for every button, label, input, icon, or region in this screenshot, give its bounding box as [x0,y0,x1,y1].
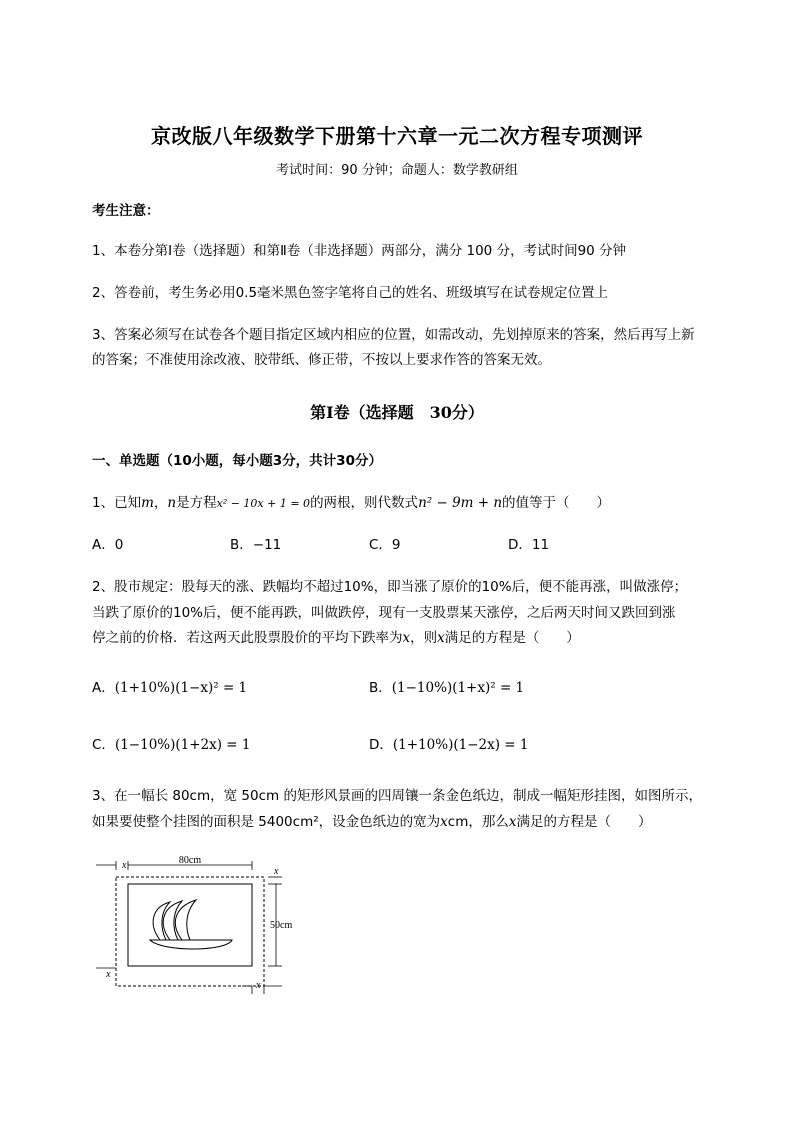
q1-prefix: 1、已知 [92,495,142,511]
q2-line-2: 当跌了原价的10%后，便不能再跌，叫做跌停，现有一支股票某天涨停，之后两天时间又跌回到涨 [92,605,676,621]
q2-option-c-label: C． [92,737,115,753]
q2-option-a[interactable] [92,676,247,700]
q2-option-a-formula: (1+10%)(1−x)² = 1 [114,680,248,696]
label-x-top-left: x [122,860,127,871]
q2-line-3-end: 满足的方程是（ ） [444,630,580,646]
q2-line-1: 2、股市规定：股每天的涨、跌幅均不超过10%，即当涨了原价的10%后，便不能再涨，叫做涨停； [92,579,688,595]
q2-option-b-formula: (1−10%)(1+x)² = 1 [391,680,525,696]
q3-var-x-2: x [508,814,517,830]
notice-item-3: 3、答案必须写在试卷各个题目指定区域内相应的位置，如需改动，先划掉原来的答案，然后再写上新 [92,327,695,343]
notice-heading: 考生注意： [92,203,160,219]
inner-picture [128,884,252,966]
label-width: 80cm [178,855,202,866]
q1-mid2: 的两根，则代数式 [310,495,419,511]
label-x-right: x [274,866,279,877]
q3-line-1: 3、在一幅长 80cm，宽 50cm 的矩形风景画的四周镶一条金色纸边，制成一幅矩形挂图，如图所示， [92,788,702,804]
exam-info: 考试时间：90 分钟；命题人：数学教研组 [276,163,518,178]
q2-option-b[interactable] [369,676,524,700]
q2-option-d-label: D． [369,737,393,753]
q2-option-c-formula: (1−10%)(1+2x) = 1 [114,737,251,753]
q1-equation: x² − 10x + 1 = 0 [216,497,311,510]
q1-expression: n² − 9m + n [418,495,503,511]
question-1 [92,491,610,516]
q1-option-d[interactable]: D．11 [508,537,550,553]
q1-var-m: m [141,495,154,511]
q3-line-2-c: 满足的方程是（ ） [516,814,652,830]
label-x-bottom-left: x [106,969,111,980]
notice-item-1: 1、本卷分第Ⅰ卷（选择题）和第Ⅱ卷（非选择题）两部分，满分 100 分，考试时间90 分钟 [92,243,627,259]
q2-option-a-label: A． [92,680,115,696]
q2-line-3 [92,626,580,650]
q3-line-2-b: cm，那么 [447,814,509,830]
q2-option-b-label: B． [369,680,392,696]
q2-line-3-text: 停之前的价格．若这两天此股票股价的平均下跌率为 [92,630,403,646]
part-heading: 一、单选题（10小题，每小题3分，共计30分） [92,453,382,469]
page-title: 京改版八年级数学下册第十六章一元二次方程专项测评 [151,124,643,148]
section-title: 第Ⅰ卷（选择题 30分） [310,403,484,422]
q3-line-2-a: 如果要使整个挂图的面积是 5400cm²，设金色纸边的宽为 [92,814,441,830]
q3-line-2 [92,810,651,834]
q2-option-c[interactable] [92,733,251,757]
q2-option-d-formula: (1+10%)(1−2x) = 1 [392,737,529,753]
outer-frame [116,877,264,986]
q1-var-n: n [167,495,177,511]
frame-diagram [92,852,312,994]
q2-var-x: x [402,630,411,646]
notice-item-3-cont: 的答案；不准使用涂改液、胶带纸、修正带，不按以上要求作答的答案无效。 [92,352,551,368]
q1-comma: ， [153,495,168,511]
q1-mid: 是方程 [176,495,217,511]
notice-item-2: 2、答卷前，考生务必用0.5毫米黑色签字笔将自己的姓名、班级填写在试卷规定位置上 [92,285,609,301]
q1-option-c[interactable]: C．9 [369,537,401,553]
label-x-bottom-right: x [256,980,261,991]
q2-line-3-suffix: ，则 [410,630,438,646]
sailboat-icon [150,900,232,949]
q1-suffix: 的值等于（ ） [502,495,611,511]
label-height: 50cm [270,920,293,931]
q2-var-x-2: x [437,630,445,646]
q2-option-d[interactable] [369,733,528,757]
q1-option-b[interactable]: B．−11 [230,537,282,553]
q3-var-x: x [440,814,448,830]
q1-option-a[interactable]: A．0 [92,537,124,553]
